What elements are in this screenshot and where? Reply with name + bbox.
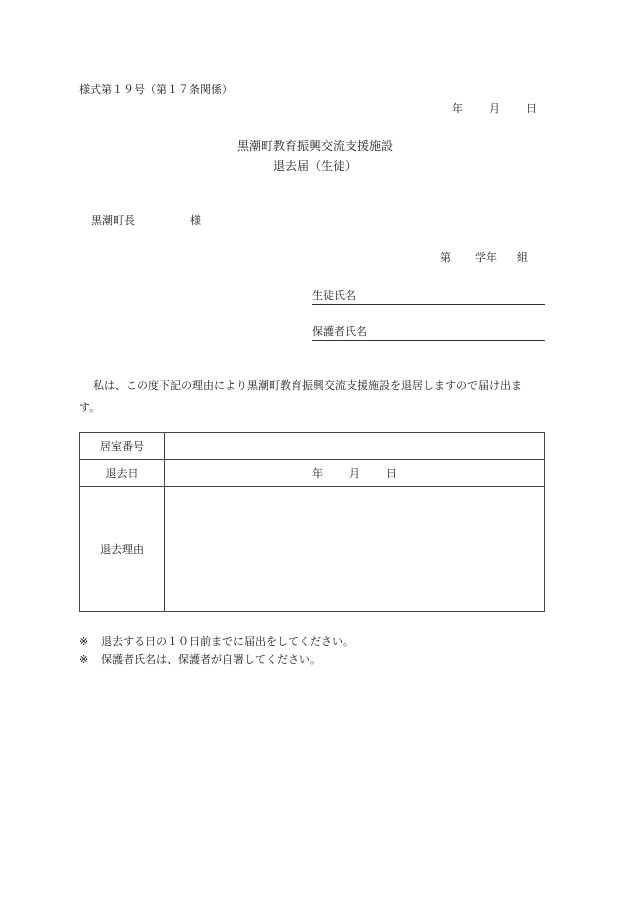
move-out-date-field[interactable] [165, 460, 545, 487]
room-number-label: 居室番号 [80, 433, 165, 460]
note-mark: ※ [79, 635, 89, 648]
note-item [79, 633, 354, 651]
note-text: 退去する日の１０日前までに届出をしてください。 [101, 635, 354, 648]
grade-class-line [440, 249, 528, 265]
notes [79, 633, 354, 669]
move-out-date-label: 退去日 [80, 460, 165, 487]
move-out-day: 日 [386, 467, 397, 480]
date-month: 月 [489, 102, 500, 115]
info-table [79, 432, 545, 612]
document-title-facility: 黒潮町教育振興交流支援施設 [236, 139, 393, 153]
document-title: 退去届（生徒） [272, 159, 357, 173]
submission-date [452, 100, 537, 116]
guardian-name-line[interactable] [312, 323, 545, 341]
student-name-label: 生徒氏名 [312, 289, 356, 302]
body-text-line1: 私は、この度下記の理由により黒潮町教育振興交流支援施設を退居しますので届け出ま [93, 379, 522, 392]
guardian-name-label: 保護者氏名 [312, 325, 367, 338]
addressee [91, 212, 201, 228]
move-out-month: 月 [349, 467, 360, 480]
grade-label: 学年 [475, 251, 497, 264]
table-row-room [80, 433, 545, 460]
date-year: 年 [452, 102, 463, 115]
note-item [79, 651, 354, 669]
move-out-year: 年 [312, 467, 323, 480]
grade-prefix: 第 [440, 251, 451, 264]
form-number: 様式第１９号（第１７条関係） [79, 83, 233, 96]
body-text-line2: す。 [79, 401, 101, 414]
addressee-name: 黒潮町長 [91, 214, 135, 227]
class-label: 組 [517, 251, 528, 264]
student-name-line[interactable] [312, 287, 545, 305]
note-text: 保護者氏名は、保護者が自署してください。 [101, 653, 321, 666]
table-row-reason [80, 487, 545, 612]
table-row-date [80, 460, 545, 487]
reason-label: 退去理由 [80, 487, 165, 612]
room-number-field[interactable] [165, 433, 545, 460]
note-mark: ※ [79, 653, 89, 666]
addressee-honorific: 様 [190, 214, 201, 227]
date-day: 日 [526, 102, 537, 115]
reason-field[interactable] [165, 487, 545, 612]
